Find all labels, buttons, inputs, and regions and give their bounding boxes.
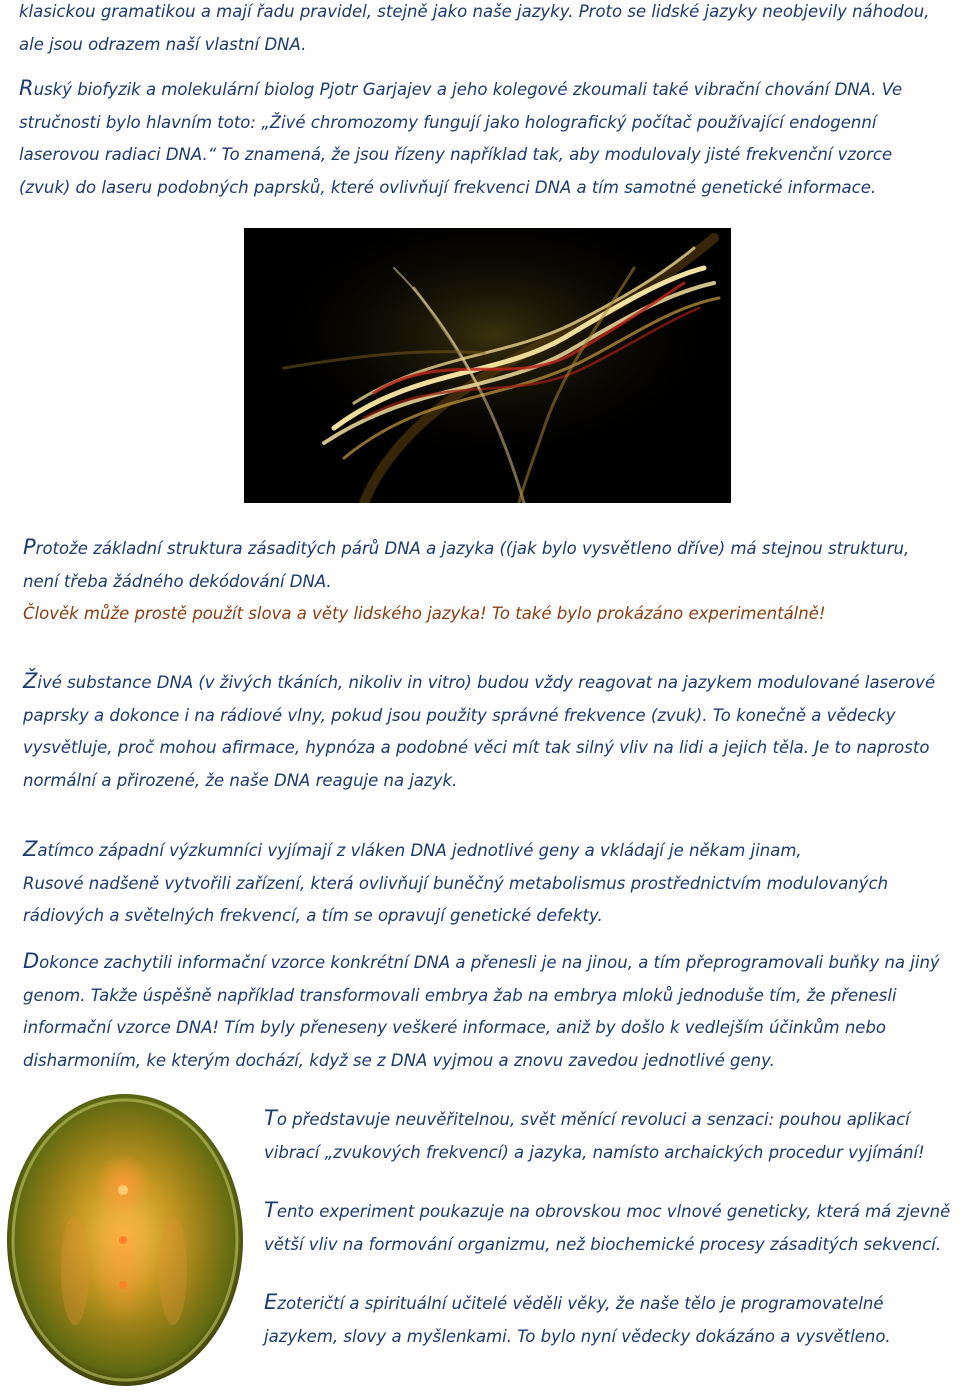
paragraph-to-predstavuje [264,1102,925,1169]
highlight-line: Člověk může prostě použít slova a věty lidského jazyka! To také bylo prokázáno experimentálně! [23,604,826,623]
text-line: normální a přirozené, že naše DNA reaguje na jazyk. [23,770,458,790]
text-line: To představuje neuvěřitelnou, svět měnící revoluci a senzaci: pouhou aplikací [264,1106,910,1130]
text-line: genom. Takže úspěšně například transformovali embrya žab na embrya mloků jednoduše tím, že přenesli [23,985,897,1005]
drop-cap: T [264,1198,277,1222]
text-line: Ruský biofyzik a molekulární biolog Pjotr Garjajev a jeho kolegové zkoumali také vibrační chování DNA. Ve [19,76,903,100]
text-line: paprsky a dokonce i na rádiové vlny, pokud jsou použity správné frekvence (zvuk). To konečně a vědecky [23,705,896,725]
text-line: rádiových a světelných frekvencí, a tím se opravují genetické defekty. [23,906,603,925]
paragraph-tento [264,1194,950,1261]
text-line: Rusové nadšeně vytvořili zařízení, která ovlivňují buněčný metabolismus prostřednictvím modulovaných [23,873,889,893]
text-line: (zvuk) do laseru podobných paprsků, které ovlivňují frekvenci DNA a tím samotné genetické informace. [19,177,877,197]
text-line: Ezoteričtí a spirituální učitelé věděli věky, že naše tělo je programovatelné [264,1290,884,1314]
text-line: Živé substance DNA (v živých tkáních, nikoliv in vitro) budou vždy reagovat na jazykem modulované laserové [23,669,936,693]
paragraph-ezoterici [264,1286,891,1353]
text-line: Zatímco západní výzkumníci vyjímají z vláken DNA jednotlivé geny a vkládají je někam jinam, [23,837,802,861]
text-line: Protože základní struktura zásaditých párů DNA a jazyka ((jak bylo vysvětleno dříve) má stejnou strukturu, [23,535,910,559]
dna-helix-image [244,228,731,503]
drop-cap: R [19,76,34,100]
text-line: ale jsou odrazem naší vlastní DNA. [19,34,307,54]
paragraph-garjajev [19,72,902,204]
text-line: disharmoniím, ke kterým dochází, když se z DNA vyjmou a znovu zavedou jednotlivé geny. [23,1050,775,1070]
paragraph-zatimco [23,833,888,933]
paragraph-intro [19,0,929,61]
drop-cap: E [264,1290,278,1314]
aura-egg-image [5,1090,245,1388]
text-line: jazykem, slovy a myšlenkami. To bylo nyní vědecky dokázáno a vysvětleno. [264,1326,891,1346]
text-line: informační vzorce DNA! Tím byly přeneseny veškeré informace, aniž by došlo k vedlejším účinkům nebo [23,1018,887,1037]
text-line: laserovou radiaci DNA.“ To znamená, že jsou řízeny například tak, aby modulovaly jisté frekvenční vzorce [19,145,893,164]
text-line: klasickou gramatikou a mají řadu pravidel, stejně jako naše jazyky. Proto se lidské jazyky neobjevily náhodou, [19,2,930,21]
drop-cap: Ž [23,669,38,693]
paragraph-protoze [23,531,909,631]
drop-cap: D [23,949,40,973]
drop-cap: Z [23,837,38,861]
text-line: větší vliv na formování organizmu, než biochemické procesy zásaditých sekvencí. [264,1234,942,1254]
drop-cap: T [264,1106,277,1130]
drop-cap: P [23,535,36,559]
text-line: není třeba žádného dekódování DNA. [23,571,332,591]
paragraph-zive [23,665,935,797]
text-line: vibrací „zvukových frekvencí) a jazyka, namísto archaických procedur vyjímání! [264,1142,925,1162]
text-line: Dokonce zachytili informační vzorce konkrétní DNA a přenesli je na jinou, a tím přeprogramovali buňky na jiný [23,949,940,973]
text-line: vysvětluje, proč mohou afirmace, hypnóza a podobné věci mít tak silný vliv na lidi a jejich těla. Je to naprosto [23,738,930,757]
text-line: stručnosti bylo hlavním toto: „Živé chromozomy fungují jako holografický počítač používající endogenní [19,112,877,132]
text-line: Tento experiment poukazuje na obrovskou moc vlnové geneticky, která má zjevně [264,1198,951,1222]
paragraph-dokonce [23,945,940,1077]
